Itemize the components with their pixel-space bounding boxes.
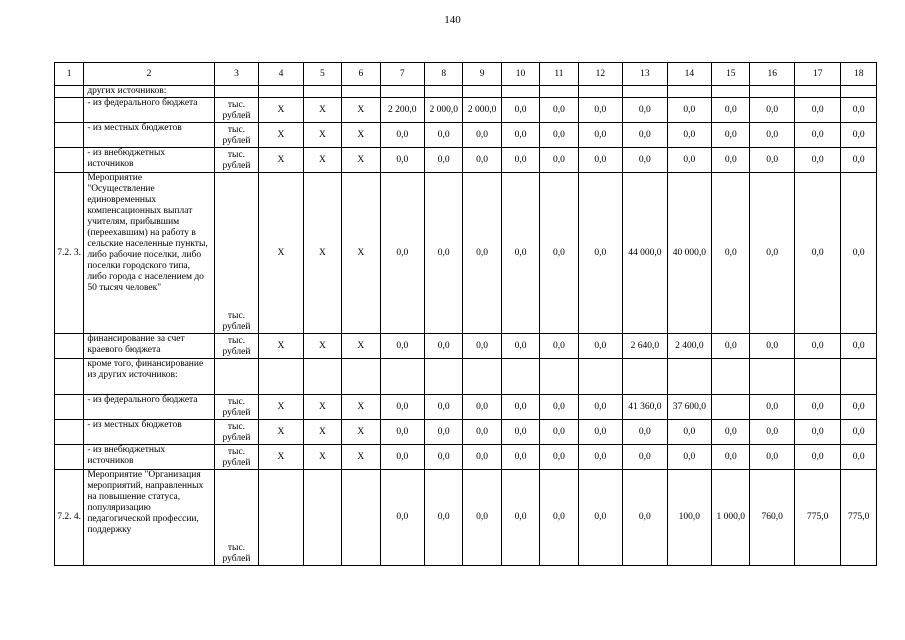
table-cell: 0,0 — [540, 420, 578, 445]
header-cell: 9 — [463, 63, 501, 86]
row-code — [55, 359, 84, 395]
table-cell — [380, 359, 424, 395]
table-cell: 0,0 — [623, 470, 667, 566]
row-unit: тыс. рублей — [214, 148, 258, 173]
row-code — [55, 148, 84, 173]
table-cell: 0,0 — [463, 148, 501, 173]
table-cell: X — [303, 148, 341, 173]
table-cell: 0,0 — [712, 98, 750, 123]
row-name: Мероприятие "Осуществление единовременных компенсационных выплат учителям, прибывшим (переехавшим) на работу в сельские населенные пункты, либо рабочие поселки, либо поселки городского типа, либо города с населением до 50 тысяч человек" — [84, 173, 214, 334]
budget-table — [54, 62, 877, 566]
table-cell: 100,0 — [667, 470, 711, 566]
header-cell: 6 — [342, 63, 380, 86]
table-cell: 0,0 — [501, 395, 539, 420]
table-cell: 0,0 — [794, 334, 841, 359]
page-number: 140 — [444, 14, 461, 26]
table-cell: X — [303, 334, 341, 359]
table-cell: 0,0 — [425, 123, 463, 148]
row-code — [55, 420, 84, 445]
header-cell: 15 — [712, 63, 750, 86]
table-cell: 0,0 — [380, 395, 424, 420]
table-cell: 0,0 — [463, 470, 501, 566]
table-cell: 0,0 — [794, 445, 841, 470]
table-cell: 2 000,0 — [425, 98, 463, 123]
row-name: - из местных бюджетов — [84, 123, 214, 148]
table-cell: 0,0 — [794, 123, 841, 148]
table-cell — [841, 359, 877, 395]
table-cell: 775,0 — [794, 470, 841, 566]
table-cell: 0,0 — [463, 445, 501, 470]
row-code: 7.2. 3. — [55, 173, 84, 334]
table-cell: 0,0 — [425, 148, 463, 173]
table-cell: 0,0 — [380, 470, 424, 566]
table-cell: 0,0 — [712, 445, 750, 470]
table-cell: 0,0 — [623, 420, 667, 445]
table-cell: 0,0 — [425, 395, 463, 420]
table-cell: 0,0 — [623, 98, 667, 123]
table-cell: 0,0 — [750, 98, 794, 123]
table-cell: 0,0 — [540, 98, 578, 123]
table-cell: 0,0 — [750, 395, 794, 420]
table-cell: 0,0 — [623, 148, 667, 173]
table-cell: 0,0 — [501, 148, 539, 173]
row-name: - из федерального бюджета — [84, 395, 214, 420]
table-row — [55, 98, 877, 123]
row-code — [55, 98, 84, 123]
table-cell: 2 200,0 — [380, 98, 424, 123]
table-cell — [712, 395, 750, 420]
table-cell — [463, 86, 501, 98]
table-cell: 0,0 — [425, 173, 463, 334]
table-cell: 0,0 — [501, 470, 539, 566]
table-cell: 0,0 — [750, 123, 794, 148]
table-cell: 0,0 — [578, 420, 622, 445]
table-row — [55, 359, 877, 395]
table-cell — [303, 470, 341, 566]
row-name: - из внебюджетных источников — [84, 445, 214, 470]
table-cell — [750, 86, 794, 98]
table-row — [55, 123, 877, 148]
row-unit: тыс. рублей — [214, 420, 258, 445]
table-row — [55, 445, 877, 470]
table-cell: 0,0 — [794, 98, 841, 123]
table-row — [55, 395, 877, 420]
table-cell: 0,0 — [841, 173, 877, 334]
table-cell — [712, 86, 750, 98]
table-cell: 0,0 — [750, 420, 794, 445]
table-cell: 0,0 — [841, 420, 877, 445]
table-cell: 0,0 — [380, 123, 424, 148]
table-cell — [578, 86, 622, 98]
table-cell: X — [342, 420, 380, 445]
table-cell: 0,0 — [712, 173, 750, 334]
header-cell: 7 — [380, 63, 424, 86]
table-cell: X — [303, 173, 341, 334]
table-cell: 2 640,0 — [623, 334, 667, 359]
table-cell: X — [303, 123, 341, 148]
table-cell: 0,0 — [501, 173, 539, 334]
table-cell: 0,0 — [540, 470, 578, 566]
table-cell: 0,0 — [463, 334, 501, 359]
table-cell: 0,0 — [794, 148, 841, 173]
table-cell — [501, 86, 539, 98]
table-cell: 0,0 — [501, 123, 539, 148]
row-unit: тыс. рублей — [214, 445, 258, 470]
table-cell: X — [259, 395, 303, 420]
table-cell — [540, 86, 578, 98]
header-cell: 11 — [540, 63, 578, 86]
row-name: Мероприятие "Организация мероприятий, направленных на повышение статуса, популяризацию педагогической профессии, поддержку — [84, 470, 214, 566]
table-cell — [794, 359, 841, 395]
table-cell: X — [342, 173, 380, 334]
table-cell — [463, 359, 501, 395]
table-cell: 0,0 — [750, 334, 794, 359]
table-cell — [259, 86, 303, 98]
table-cell: 0,0 — [540, 148, 578, 173]
table-cell: 0,0 — [794, 420, 841, 445]
table-cell: 0,0 — [841, 98, 877, 123]
table-cell: 0,0 — [750, 148, 794, 173]
row-code — [55, 334, 84, 359]
table-row — [55, 420, 877, 445]
table-cell: 0,0 — [712, 148, 750, 173]
table-cell: 44 000,0 — [623, 173, 667, 334]
table-cell: 0,0 — [794, 395, 841, 420]
table-cell: X — [342, 445, 380, 470]
table-cell: 0,0 — [380, 148, 424, 173]
header-cell: 3 — [214, 63, 258, 86]
header-cell: 14 — [667, 63, 711, 86]
table-cell: 0,0 — [578, 445, 622, 470]
table-cell — [578, 359, 622, 395]
table-row — [55, 334, 877, 359]
table-cell: 0,0 — [540, 334, 578, 359]
table-cell: 2 400,0 — [667, 334, 711, 359]
table-cell: 0,0 — [750, 173, 794, 334]
header-cell: 8 — [425, 63, 463, 86]
row-unit — [214, 359, 258, 395]
table-cell: 0,0 — [667, 98, 711, 123]
row-name: финансирование за счет краевого бюджета — [84, 334, 214, 359]
table-cell — [501, 359, 539, 395]
table-cell: X — [259, 334, 303, 359]
table-cell: 0,0 — [578, 470, 622, 566]
table-cell — [667, 359, 711, 395]
header-cell: 16 — [750, 63, 794, 86]
table-cell: 1 000,0 — [712, 470, 750, 566]
table-cell: 0,0 — [540, 173, 578, 334]
table-cell: X — [342, 98, 380, 123]
table-row — [55, 86, 877, 98]
table-cell: 0,0 — [425, 420, 463, 445]
header-cell: 5 — [303, 63, 341, 86]
table-cell: 0,0 — [841, 395, 877, 420]
header-cell: 1 — [55, 63, 84, 86]
table-cell: 0,0 — [712, 420, 750, 445]
table-cell — [380, 86, 424, 98]
table-cell: 0,0 — [667, 445, 711, 470]
table-cell — [794, 86, 841, 98]
table-cell — [841, 86, 877, 98]
table-cell — [667, 86, 711, 98]
row-unit: тыс. рублей — [214, 123, 258, 148]
table-cell: X — [342, 123, 380, 148]
row-name: других источников: — [84, 86, 214, 98]
header-cell: 10 — [501, 63, 539, 86]
table-cell — [303, 359, 341, 395]
row-code — [55, 395, 84, 420]
table-cell — [623, 86, 667, 98]
row-name: - из федерального бюджета — [84, 98, 214, 123]
row-unit: тыс. рублей — [214, 470, 258, 566]
table-cell: 0,0 — [380, 445, 424, 470]
table-cell: 760,0 — [750, 470, 794, 566]
table-cell: 0,0 — [463, 123, 501, 148]
header-cell: 13 — [623, 63, 667, 86]
table-cell: 0,0 — [501, 420, 539, 445]
table-cell: 40 000,0 — [667, 173, 711, 334]
table-cell: 0,0 — [463, 395, 501, 420]
table-cell: 0,0 — [380, 334, 424, 359]
table-cell: 0,0 — [425, 470, 463, 566]
table-cell: 0,0 — [501, 445, 539, 470]
header-cell: 18 — [841, 63, 877, 86]
table-cell — [342, 86, 380, 98]
table-cell: X — [303, 420, 341, 445]
table-cell: 775,0 — [841, 470, 877, 566]
table-cell — [259, 359, 303, 395]
table-row — [55, 173, 877, 334]
table-cell — [342, 359, 380, 395]
table-cell: 37 600,0 — [667, 395, 711, 420]
table-cell: X — [342, 334, 380, 359]
header-cell: 17 — [794, 63, 841, 86]
table-cell: 0,0 — [841, 334, 877, 359]
table-cell: 0,0 — [425, 334, 463, 359]
table-cell — [750, 359, 794, 395]
table-cell: 0,0 — [841, 445, 877, 470]
table-cell: 0,0 — [667, 420, 711, 445]
table-cell: 0,0 — [712, 123, 750, 148]
table-cell: 0,0 — [501, 334, 539, 359]
table-cell: 0,0 — [578, 173, 622, 334]
row-unit: тыс. рублей — [214, 98, 258, 123]
table-cell — [425, 86, 463, 98]
table-cell: 0,0 — [540, 395, 578, 420]
table-cell: 0,0 — [623, 445, 667, 470]
table-cell: 0,0 — [501, 98, 539, 123]
table-cell: 41 360,0 — [623, 395, 667, 420]
table-cell: 0,0 — [578, 123, 622, 148]
table-cell: 0,0 — [540, 123, 578, 148]
row-name: - из местных бюджетов — [84, 420, 214, 445]
row-name: - из внебюджетных источников — [84, 148, 214, 173]
table-cell: 2 000,0 — [463, 98, 501, 123]
table-cell: 0,0 — [623, 123, 667, 148]
table-cell: X — [259, 420, 303, 445]
table-cell: 0,0 — [578, 395, 622, 420]
table-cell — [623, 359, 667, 395]
table-cell: X — [342, 395, 380, 420]
row-unit — [214, 86, 258, 98]
table-cell: 0,0 — [380, 420, 424, 445]
table-cell: 0,0 — [841, 123, 877, 148]
row-code — [55, 445, 84, 470]
header-cell: 4 — [259, 63, 303, 86]
table-cell: 0,0 — [578, 334, 622, 359]
row-code: 7.2. 4. — [55, 470, 84, 566]
table-row — [55, 148, 877, 173]
header-cell: 12 — [578, 63, 622, 86]
table-cell: 0,0 — [578, 148, 622, 173]
table-cell: X — [303, 98, 341, 123]
row-unit: тыс. рублей — [214, 395, 258, 420]
table-cell: 0,0 — [380, 173, 424, 334]
table-cell — [342, 470, 380, 566]
table-cell — [540, 359, 578, 395]
row-code — [55, 86, 84, 98]
table-cell: 0,0 — [540, 445, 578, 470]
table-cell: 0,0 — [463, 173, 501, 334]
table-cell — [259, 470, 303, 566]
row-code — [55, 123, 84, 148]
header-cell: 2 — [84, 63, 214, 86]
table-row — [55, 470, 877, 566]
table-cell: 0,0 — [841, 148, 877, 173]
table-cell: 0,0 — [425, 445, 463, 470]
row-unit: тыс. рублей — [214, 173, 258, 334]
table-cell: 0,0 — [463, 420, 501, 445]
table-cell: X — [259, 123, 303, 148]
table-cell: 0,0 — [667, 123, 711, 148]
table-cell: 0,0 — [794, 173, 841, 334]
table-cell: X — [259, 173, 303, 334]
table-cell: 0,0 — [578, 98, 622, 123]
table-cell: 0,0 — [667, 148, 711, 173]
table-cell — [303, 86, 341, 98]
header-row — [55, 63, 877, 86]
table-cell: X — [342, 148, 380, 173]
table-cell: X — [259, 98, 303, 123]
table-cell: X — [259, 445, 303, 470]
table-cell: X — [303, 445, 341, 470]
table-cell — [712, 359, 750, 395]
table-cell: 0,0 — [712, 334, 750, 359]
table-cell: 0,0 — [750, 445, 794, 470]
row-name: кроме того, финансирование из других источников: — [84, 359, 214, 395]
table-cell: X — [303, 395, 341, 420]
table-cell — [425, 359, 463, 395]
row-unit: тыс. рублей — [214, 334, 258, 359]
table-cell: X — [259, 148, 303, 173]
